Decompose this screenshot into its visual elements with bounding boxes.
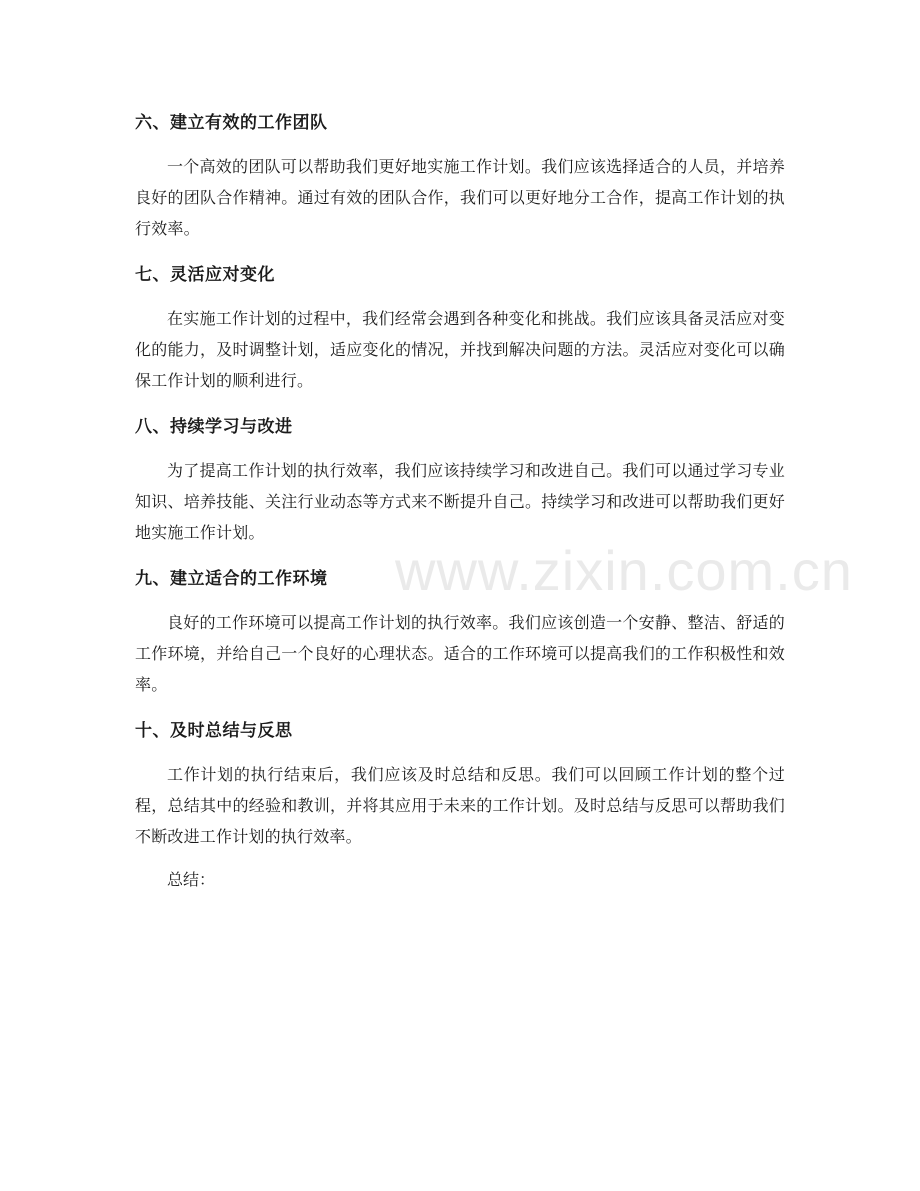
document-content xyxy=(135,104,785,895)
section-body-10: 工作计划的执行结束后，我们应该及时总结和反思。我们可以回顾工作计划的整个过程，总结其中的经验和教训，并将其应用于未来的工作计划。及时总结与反思可以帮助我们不断改进工作计划的执行效率。 xyxy=(135,765,785,846)
section-heading-7: 七、灵活应对变化 xyxy=(135,265,275,285)
section-body-8: 为了提高工作计划的执行效率，我们应该持续学习和改进自己。我们可以通过学习专业知识、培养技能、关注行业动态等方式来不断提升自己。持续学习和改进可以帮助我们更好地实施工作计划。 xyxy=(135,461,785,542)
summary-label: 总结： xyxy=(167,870,216,889)
section-heading-6: 六、建立有效的工作团队 xyxy=(135,113,328,133)
section-body-6: 一个高效的团队可以帮助我们更好地实施工作计划。我们应该选择适合的人员，并培养良好的团队合作精神。通过有效的团队合作，我们可以更好地分工合作，提高工作计划的执行效率。 xyxy=(135,157,785,238)
section-heading-10: 十、及时总结与反思 xyxy=(135,721,293,741)
section-heading-9: 九、建立适合的工作环境 xyxy=(135,569,328,589)
section-heading-8: 八、持续学习与改进 xyxy=(135,417,293,437)
section-body-9: 良好的工作环境可以提高工作计划的执行效率。我们应该创造一个安静、整洁、舒适的工作环境，并给自己一个良好的心理状态。适合的工作环境可以提高我们的工作积极性和效率。 xyxy=(135,613,785,694)
watermark: www.zixin.com.cn xyxy=(395,539,853,602)
section-body-7: 在实施工作计划的过程中，我们经常会遇到各种变化和挑战。我们应该具备灵活应对变化的能力，及时调整计划，适应变化的情况，并找到解决问题的方法。灵活应对变化可以确保工作计划的顺利进行。 xyxy=(135,309,785,390)
